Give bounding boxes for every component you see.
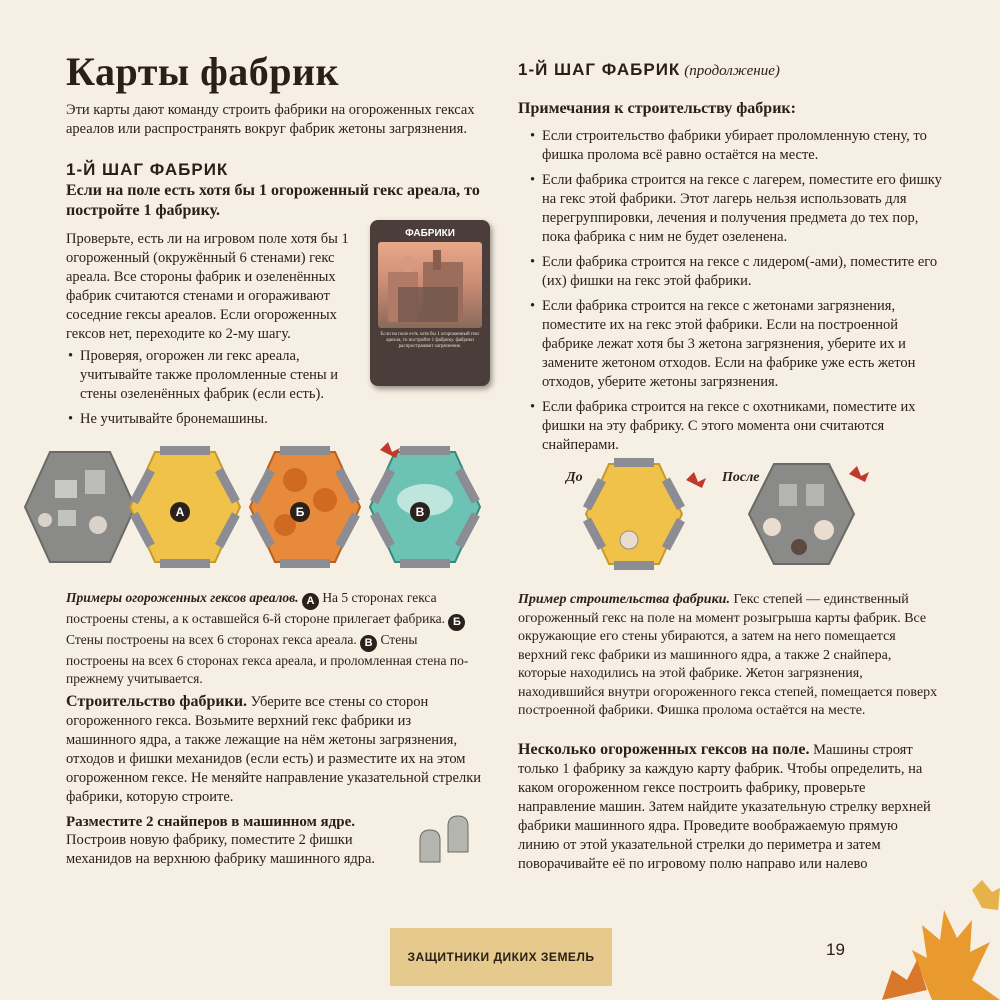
build-heading: Строительство фабрики. [66,693,248,710]
example-lead: Пример строительства фабрики. [518,592,730,607]
lake-hex-v [370,442,480,568]
examples-caption-a: На 5 сторонах гекса построены стены, а к оставшейся 6-й стороне прилегает фабрика. [66,590,446,626]
construction-example [518,591,938,721]
footer-banner [390,928,612,986]
snipers-text: Построив новую фабрику, поместите 2 фишки механидов на верхнюю фабрику машинного ядра. [66,832,376,867]
examples-caption-b: Стены построены на всех 6 сторонах гекса ареала. [66,632,357,647]
build-text: Уберите все стены со сторон огороженного гекса. Возьмите верхний гекс фабрики из машинного ядра, а также лежащие на нём жетоны загрязнения, отходов и фишки механидов (если есть) и разместите их на этом огороженном гексе. Не меняйте направление указательной стрелки фабрики, которую строите. [66,694,482,805]
before-label: До [566,470,583,485]
step1-rule: Если на поле есть хотя бы 1 огороженный гекс ареала, то постройте 1 фабрику. [66,182,480,219]
list-item: • Не учитывайте бронемашины. [66,410,366,429]
hex-label-a: А [175,505,185,519]
list-item: • Если фабрика строится на гексе с охотниками, поместите их фишки на эту фабрику. С этого момента они считаются снайперами. [528,398,942,455]
factory-card [370,220,490,386]
hex-label-v: В [415,505,425,519]
multi-text: Машины строят только 1 фабрику за каждую карту фабрик. Чтобы определить, на каком огороженном гексе построить фабрику, проверьте направление машин. Затем найдите указательную стрелку верхней фабрики машинного ядра. Проведите воображаемую прямую линию от этой указательной стрелки до периметра и затем поворачивайте её по игровому полю направо или налево [518,742,931,872]
right-heading-row [518,60,780,80]
examples-caption-lead: Примеры огороженных гексов ареалов. [66,590,299,605]
card-title: ФАБРИКИ [405,228,455,239]
badge-b: Б [448,614,465,631]
hex-examples [10,440,510,575]
intro-text: Эти карты дают команду строить фабрики на огороженных гексах ареалов или распространять вокруг фабрик жетоны загрязнения. [66,102,475,137]
notes-list [528,127,942,461]
step1-body: Проверьте, есть ли на игровом поле хотя бы 1 огороженный (окружённый 6 стенами) гекс ареала. Все стороны фабрик и озеленённых фабрик считаются стенами и огораживают соседние гексы ареалов. Если огороженных гексов нет, переходите ко 2-му шагу. [66,231,349,342]
list-item: • Проверяя, огорожен ли гекс ареала, учитывайте также проломленные стены и стены озеленённых фабрик (если есть). [66,347,366,404]
factory-illustration [378,242,482,328]
footer-title: ЗАЩИТНИКИ ДИКИХ ЗЕМЕЛЬ [407,950,595,964]
page-title: Карты фабрик [66,49,340,94]
card-art [378,242,482,328]
forest-hex-b [250,446,360,568]
autumn-leaves-decoration [872,880,1000,1000]
right-heading: 1-Й ШАГ ФАБРИК [518,60,681,79]
steppe-hex-a [130,446,240,568]
list-item: • Если фабрика строится на гексе с лидером(-ами), поместите его (их) фишки на гекс этой фабрики. [528,253,942,291]
multi-heading: Несколько огороженных гексов на поле. [518,741,810,758]
list-item: • Если строительство фабрики убирает проломленную стену, то фишка пролома всё равно остаётся на месте. [528,127,942,165]
examples-caption [66,589,476,688]
snipers-heading: Разместите 2 снайперов в машинном ядре. [66,814,355,830]
list-item: • Если фабрика строится на гексе с жетонами загрязнения, поместите их на гекс этой фабрики. Если на построенной фабрике лежат хотя бы 3 жетона загрязнения, уберите их и замените жетоном отходов. Если на фабрике уже есть жетон отходов, уберите жетоны загрязнения. [528,297,942,392]
factory-hex-after [749,464,869,564]
after-label: После [722,470,760,485]
badge-v: В [360,635,377,652]
sniper-meeple-icon [412,812,480,864]
step1-bullets [66,347,366,435]
example-text: Гекс степей — единственный огороженный гекс на поле на момент розыгрыша карты фабрик. Все окружающие его стены убираются, а затем на него помещается верхний гекс фабрики из машинного ядра, а также 2 снайпера, которые находились на этой фабрике. Жетон загрязнения, находившийся внутри огороженного гекса степей, помещается поверх построенной фабрики. Фишка пролома остаётся на месте. [518,592,938,718]
badge-a: А [302,593,319,610]
notes-heading: Примечания к строительству фабрик: [518,100,796,117]
build-section [66,692,484,807]
page-number: 19 [826,940,845,959]
hex-label-b: Б [295,505,305,519]
examples-caption-c: Стены построены на всех 6 сторонах гекса ареала, и проломленная стена по-прежнему учитывается. [66,632,469,686]
list-item: • Если фабрика строится на гексе с лагерем, поместите его фишку на гекс этой фабрики. Этот лагерь нельзя использовать для перегруппировки, лечения и получения предмета до тех пор, пока фабрика с ним не будет озеленена. [528,171,942,247]
factory-hex [25,452,135,562]
card-text: Если на поле есть хотя бы 1 огороженный гекс ареала, то постройте 1 фабрику. фабрики распространяют загрязнение. [380,332,480,349]
steppe-hex-before [583,458,706,570]
step1-heading: 1-Й ШАГ ФАБРИК [66,160,229,179]
before-after-illustration [574,452,884,577]
right-heading-suffix: (продолжение) [684,63,780,79]
multi-section [518,740,938,874]
